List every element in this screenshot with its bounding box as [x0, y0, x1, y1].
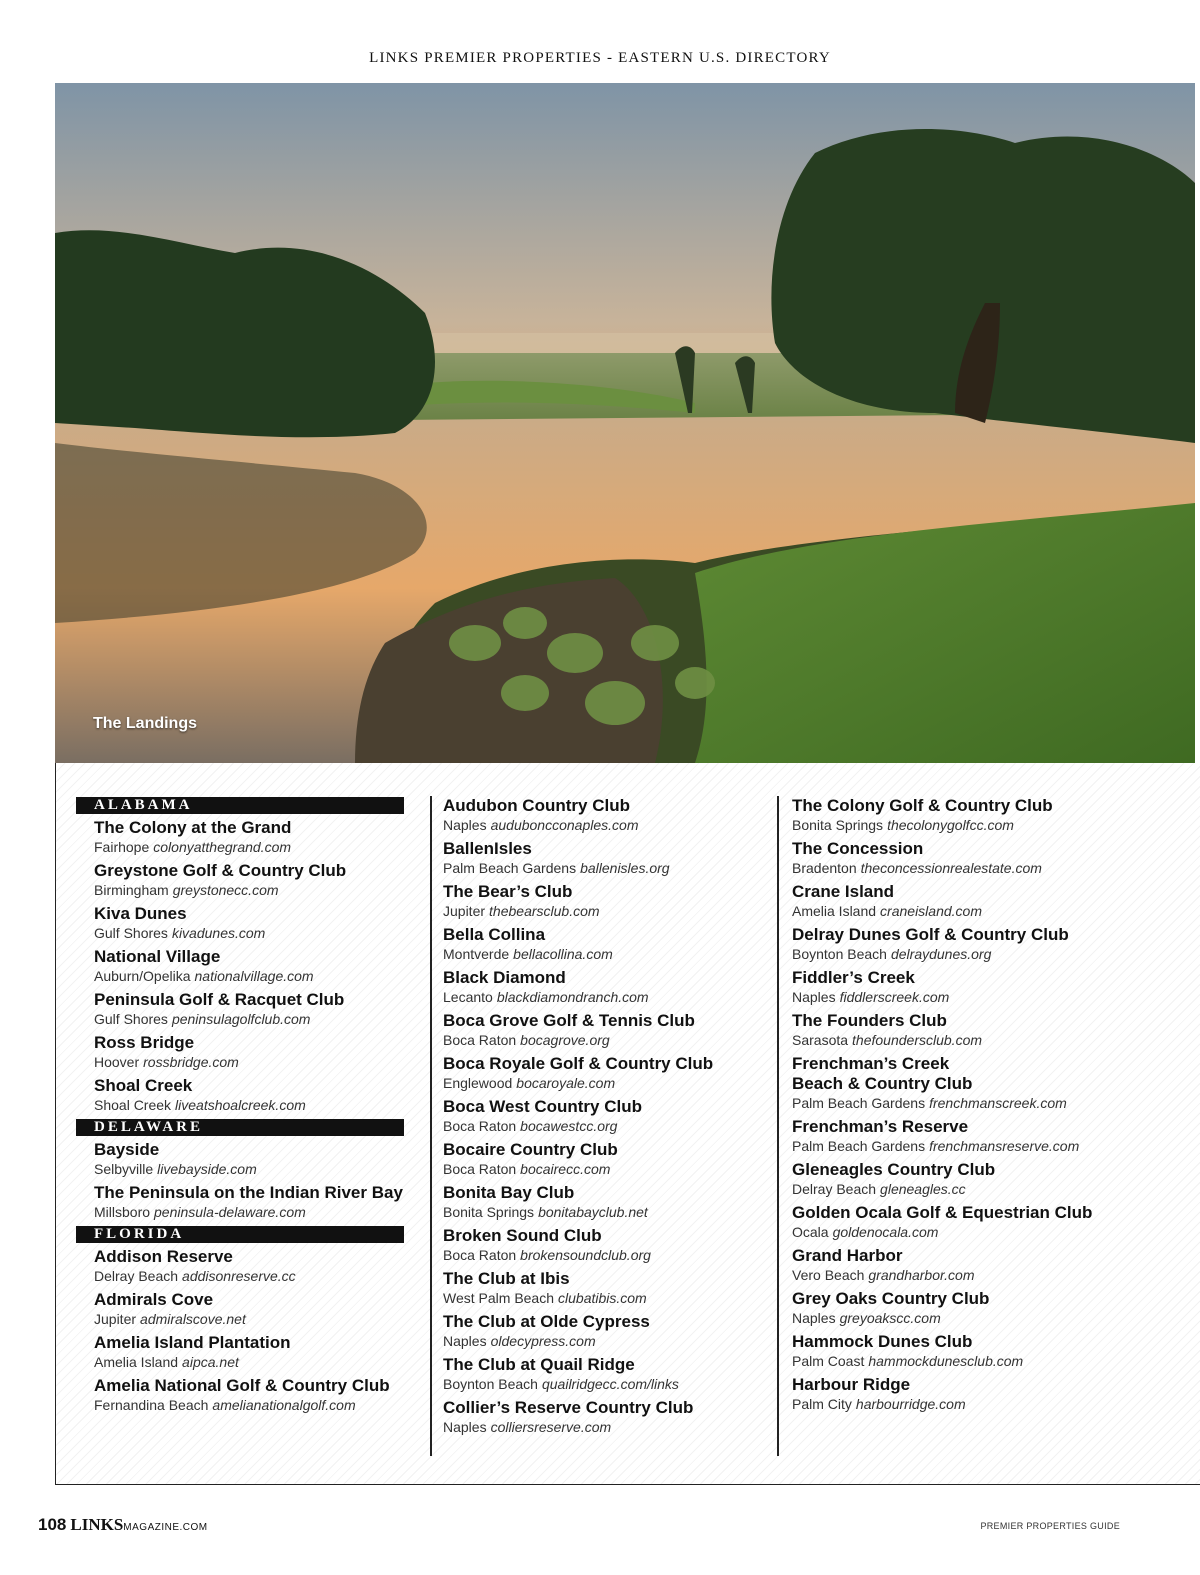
- directory-entry: [94, 1247, 424, 1285]
- property-name: Golden Ocala Golf & Equestrian Club: [792, 1203, 1093, 1222]
- property-city: Naples: [792, 1310, 836, 1326]
- property-location-line: [443, 1289, 773, 1307]
- directory-entry: [443, 1269, 773, 1307]
- property-city: Palm Beach Gardens: [792, 1095, 926, 1111]
- property-url[interactable]: addisonreserve.cc: [182, 1268, 296, 1284]
- property-url[interactable]: auduboncconaples.com: [490, 817, 639, 833]
- property-url[interactable]: thefoundersclub.com: [852, 1032, 983, 1048]
- column-divider: [430, 796, 432, 1456]
- property-directory: [55, 763, 1200, 1485]
- property-location-line: [443, 816, 773, 834]
- directory-entry: [443, 839, 773, 877]
- section-name: PREMIER PROPERTIES GUIDE: [980, 1521, 1120, 1531]
- property-city: Fernandina Beach: [94, 1397, 209, 1413]
- landscape-illustration: [55, 83, 1195, 763]
- property-url[interactable]: thebearsclub.com: [489, 903, 600, 919]
- property-name: Crane Island: [792, 882, 895, 901]
- property-location-line: [443, 988, 773, 1006]
- property-name: Bella Collina: [443, 925, 546, 944]
- property-name: The Club at Quail Ridge: [443, 1355, 635, 1374]
- property-city: Naples: [792, 989, 836, 1005]
- property-name: Bayside: [94, 1140, 160, 1159]
- directory-entry: [94, 818, 424, 856]
- property-city: Delray Beach: [792, 1181, 877, 1197]
- property-location-line: [443, 1332, 773, 1350]
- property-name: Grey Oaks Country Club: [792, 1289, 990, 1308]
- property-location-line: [792, 1223, 1162, 1241]
- property-location-line: [792, 816, 1162, 834]
- property-location-line: [443, 1203, 773, 1221]
- directory-entry: [443, 1054, 773, 1092]
- property-city: Delray Beach: [94, 1268, 179, 1284]
- property-city: Boynton Beach: [443, 1376, 538, 1392]
- property-name: Peninsula Golf & Racquet Club: [94, 990, 345, 1009]
- directory-entry: [94, 990, 424, 1028]
- property-city: Palm Beach Gardens: [443, 860, 577, 876]
- property-location-line: [792, 1137, 1162, 1155]
- directory-entry: [792, 882, 1162, 920]
- property-url[interactable]: frenchmansreserve.com: [929, 1138, 1080, 1154]
- property-url[interactable]: bonitabayclub.net: [538, 1204, 648, 1220]
- property-city: Shoal Creek: [94, 1097, 172, 1113]
- property-name: The Bear’s Club: [443, 882, 573, 901]
- directory-entry: [792, 1375, 1162, 1413]
- directory-column-3: [792, 796, 1162, 1418]
- directory-entry: [792, 1246, 1162, 1284]
- property-location-line: [792, 859, 1162, 877]
- property-url[interactable]: goldenocala.com: [832, 1224, 939, 1240]
- property-location-line: [94, 1267, 424, 1285]
- property-url[interactable]: grandharbor.com: [868, 1267, 975, 1283]
- property-name: Boca Grove Golf & Tennis Club: [443, 1011, 695, 1030]
- directory-entry: [792, 1117, 1162, 1155]
- state-heading: DELAWARE: [76, 1119, 404, 1136]
- directory-entry: [94, 947, 424, 985]
- property-url[interactable]: frenchmanscreek.com: [929, 1095, 1067, 1111]
- property-url[interactable]: bellacollina.com: [513, 946, 613, 962]
- property-name: Kiva Dunes: [94, 904, 187, 923]
- property-name: National Village: [94, 947, 221, 966]
- photo-caption: The Landings: [93, 715, 197, 732]
- property-location-line: [94, 1160, 424, 1178]
- property-name: Shoal Creek: [94, 1076, 193, 1095]
- property-name: The Colony at the Grand: [94, 818, 292, 837]
- property-location-line: [792, 1266, 1162, 1284]
- column-divider: [777, 796, 779, 1456]
- property-city: Birmingham: [94, 882, 169, 898]
- property-city: Englewood: [443, 1075, 513, 1091]
- property-name: Frenchman’s Reserve: [792, 1117, 969, 1136]
- state-heading: ALABAMA: [76, 797, 404, 814]
- property-location-line: [443, 902, 773, 920]
- property-url[interactable]: kivadunes.com: [171, 925, 266, 941]
- directory-entry: [792, 1203, 1162, 1241]
- property-location-line: [443, 1117, 773, 1135]
- property-name: Amelia Island Plantation: [94, 1333, 291, 1352]
- directory-entry: [94, 1076, 424, 1114]
- property-city: Jupiter: [94, 1311, 137, 1327]
- property-location-line: [94, 838, 424, 856]
- property-city: Bonita Springs: [792, 817, 884, 833]
- property-location-line: [443, 1160, 773, 1178]
- property-location-line: [792, 1094, 1162, 1112]
- property-name: Broken Sound Club: [443, 1226, 602, 1245]
- property-location-line: [443, 1074, 773, 1092]
- property-location-line: [792, 902, 1162, 920]
- property-name: Gleneagles Country Club: [792, 1160, 996, 1179]
- property-url[interactable]: theconcessionrealestate.com: [860, 860, 1042, 876]
- property-url[interactable]: liveatshoalcreek.com: [175, 1097, 306, 1113]
- property-location-line: [792, 1309, 1162, 1327]
- property-name: Bocaire Country Club: [443, 1140, 618, 1159]
- property-url[interactable]: greyoakscc.com: [839, 1310, 941, 1326]
- property-name: The Concession: [792, 839, 924, 858]
- property-name: Hammock Dunes Club: [792, 1332, 973, 1351]
- property-url[interactable]: greystonecc.com: [172, 882, 279, 898]
- directory-column-1: [94, 796, 424, 1419]
- property-location-line: [94, 1353, 424, 1371]
- property-url[interactable]: peninsula-delaware.com: [154, 1204, 306, 1220]
- property-name: Ross Bridge: [94, 1033, 195, 1052]
- property-url[interactable]: nationalvillage.com: [194, 968, 314, 984]
- property-location-line: [792, 988, 1162, 1006]
- property-location-line: [94, 1053, 424, 1071]
- property-city: Fairhope: [94, 839, 150, 855]
- property-name: The Club at Olde Cypress: [443, 1312, 650, 1331]
- directory-entry: [792, 796, 1162, 834]
- running-head: LINKS PREMIER PROPERTIES - EASTERN U.S. DIRECTORY: [369, 50, 831, 66]
- property-url[interactable]: admiralscove.net: [140, 1311, 246, 1327]
- property-location-line: [792, 1031, 1162, 1049]
- property-name: Amelia National Golf & Country Club: [94, 1376, 390, 1395]
- directory-entry: [792, 925, 1162, 963]
- property-location-line: [94, 1310, 424, 1328]
- property-url[interactable]: craneisland.com: [880, 903, 982, 919]
- property-location-line: [443, 1418, 773, 1436]
- property-url[interactable]: quailridgecc.com/links: [541, 1376, 679, 1392]
- directory-entry: [94, 861, 424, 899]
- property-name: Greystone Golf & Country Club: [94, 861, 347, 880]
- property-location-line: [443, 1031, 773, 1049]
- property-city: Naples: [443, 1419, 487, 1435]
- property-name-continued: Beach & Country Club: [792, 1074, 973, 1093]
- property-url[interactable]: bocawestcc.org: [520, 1118, 618, 1134]
- property-url[interactable]: delraydunes.org: [890, 946, 992, 962]
- property-city: Naples: [443, 1333, 487, 1349]
- property-location-line: [443, 859, 773, 877]
- property-location-line: [443, 1246, 773, 1264]
- property-location-line: [94, 1396, 424, 1414]
- directory-entry: [94, 1033, 424, 1071]
- property-city: Montverde: [443, 946, 510, 962]
- property-location-line: [94, 881, 424, 899]
- property-url[interactable]: clubatibis.com: [558, 1290, 647, 1306]
- property-city: Naples: [443, 817, 487, 833]
- page-folio: [38, 1515, 208, 1535]
- property-url[interactable]: rossbridge.com: [143, 1054, 239, 1070]
- property-city: Boynton Beach: [792, 946, 887, 962]
- property-location-line: [792, 1395, 1162, 1413]
- property-name: The Peninsula on the Indian River Bay: [94, 1183, 403, 1202]
- property-location-line: [94, 1096, 424, 1114]
- state-heading: FLORIDA: [76, 1226, 404, 1243]
- directory-entry: [443, 1355, 773, 1393]
- property-city: Palm City: [792, 1396, 852, 1412]
- property-location-line: [94, 1203, 424, 1221]
- directory-entry: [94, 1140, 424, 1178]
- property-url[interactable]: bocaroyale.com: [516, 1075, 616, 1091]
- property-url[interactable]: thecolonygolfcc.com: [887, 817, 1014, 833]
- directory-entry: [443, 882, 773, 920]
- directory-entry: [443, 1183, 773, 1221]
- property-url[interactable]: oldecypress.com: [490, 1333, 596, 1349]
- page-number: 108: [38, 1515, 67, 1534]
- property-city: Bonita Springs: [443, 1204, 535, 1220]
- directory-column-2: [443, 796, 773, 1441]
- property-name: Audubon Country Club: [443, 796, 630, 815]
- property-city: Gulf Shores: [94, 1011, 168, 1027]
- property-name: Harbour Ridge: [792, 1375, 911, 1394]
- property-name: Admirals Cove: [94, 1290, 214, 1309]
- property-url[interactable]: livebayside.com: [157, 1161, 257, 1177]
- magazine-brand-suffix: MAGAZINE.COM: [123, 1522, 208, 1533]
- directory-entry: [792, 1289, 1162, 1327]
- property-city: Boca Raton: [443, 1161, 517, 1177]
- property-city: Sarasota: [792, 1032, 849, 1048]
- directory-entry: [443, 968, 773, 1006]
- property-name: Frenchman’s Creek: [792, 1054, 950, 1073]
- property-name: BallenIsles: [443, 839, 532, 858]
- property-url[interactable]: colliersreserve.com: [490, 1419, 612, 1435]
- directory-entry: [443, 1011, 773, 1049]
- property-url[interactable]: fiddlerscreek.com: [839, 989, 950, 1005]
- property-name: Bonita Bay Club: [443, 1183, 575, 1202]
- directory-entry: [443, 1097, 773, 1135]
- property-city: Amelia Island: [792, 903, 877, 919]
- property-url[interactable]: peninsulagolfclub.com: [171, 1011, 311, 1027]
- property-city: Selbyville: [94, 1161, 154, 1177]
- property-city: Jupiter: [443, 903, 486, 919]
- property-name: Boca Royale Golf & Country Club: [443, 1054, 714, 1073]
- property-name: The Club at Ibis: [443, 1269, 570, 1288]
- property-city: Vero Beach: [792, 1267, 865, 1283]
- property-url[interactable]: hammockdunesclub.com: [868, 1353, 1024, 1369]
- property-url[interactable]: ballenisles.org: [580, 860, 670, 876]
- property-city: Boca Raton: [443, 1118, 517, 1134]
- property-url[interactable]: bocagrove.org: [520, 1032, 610, 1048]
- property-name: The Founders Club: [792, 1011, 947, 1030]
- property-location-line: [792, 1180, 1162, 1198]
- property-location-line: [94, 1010, 424, 1028]
- property-city: Hoover: [94, 1054, 140, 1070]
- property-name: Collier’s Reserve Country Club: [443, 1398, 694, 1417]
- property-location-line: [94, 967, 424, 985]
- directory-entry: [94, 1333, 424, 1371]
- property-name: Delray Dunes Golf & Country Club: [792, 925, 1069, 944]
- property-url[interactable]: blackdiamondranch.com: [496, 989, 649, 1005]
- property-city: Boca Raton: [443, 1247, 517, 1263]
- directory-entry: [792, 1332, 1162, 1370]
- property-location-line: [443, 1375, 773, 1393]
- property-location-line: [792, 945, 1162, 963]
- property-url[interactable]: harbourridge.com: [855, 1396, 966, 1412]
- property-name: Black Diamond: [443, 968, 566, 987]
- property-city: Ocala: [792, 1224, 829, 1240]
- property-city: Amelia Island: [94, 1354, 179, 1370]
- property-location-line: [443, 945, 773, 963]
- directory-entry: [94, 1183, 424, 1221]
- property-city: Palm Coast: [792, 1353, 865, 1369]
- directory-entry: [443, 1312, 773, 1350]
- property-name: Fiddler’s Creek: [792, 968, 915, 987]
- property-city: West Palm Beach: [443, 1290, 555, 1306]
- property-location-line: [792, 1352, 1162, 1370]
- hero-photo: [55, 83, 1195, 763]
- property-url[interactable]: bocairecc.com: [520, 1161, 611, 1177]
- directory-entry: [792, 968, 1162, 1006]
- property-city: Lecanto: [443, 989, 493, 1005]
- magazine-brand: LINKS: [70, 1515, 124, 1534]
- directory-entry: [443, 1398, 773, 1436]
- directory-entry: [443, 1140, 773, 1178]
- property-city: Palm Beach Gardens: [792, 1138, 926, 1154]
- directory-entry: [443, 796, 773, 834]
- directory-entry: [792, 1054, 1162, 1112]
- directory-entry: [94, 1376, 424, 1414]
- property-location-line: [94, 924, 424, 942]
- property-url[interactable]: aipca.net: [182, 1354, 239, 1370]
- property-name: Boca West Country Club: [443, 1097, 642, 1116]
- directory-entry: [792, 839, 1162, 877]
- directory-entry: [94, 904, 424, 942]
- property-city: Bradenton: [792, 860, 857, 876]
- directory-entry: [94, 1290, 424, 1328]
- directory-entry: [792, 1011, 1162, 1049]
- directory-entry: [792, 1160, 1162, 1198]
- directory-entry: [443, 1226, 773, 1264]
- property-name: Addison Reserve: [94, 1247, 233, 1266]
- directory-entry: [443, 925, 773, 963]
- property-city: Millsboro: [94, 1204, 151, 1220]
- property-url[interactable]: brokensoundclub.org: [520, 1247, 651, 1263]
- property-url[interactable]: amelianationalgolf.com: [212, 1397, 356, 1413]
- property-city: Gulf Shores: [94, 925, 168, 941]
- property-city: Boca Raton: [443, 1032, 517, 1048]
- property-name: The Colony Golf & Country Club: [792, 796, 1053, 815]
- property-city: Auburn/Opelika: [94, 968, 191, 984]
- property-name: Grand Harbor: [792, 1246, 903, 1265]
- property-url[interactable]: colonyatthegrand.com: [153, 839, 292, 855]
- property-url[interactable]: gleneagles.cc: [880, 1181, 966, 1197]
